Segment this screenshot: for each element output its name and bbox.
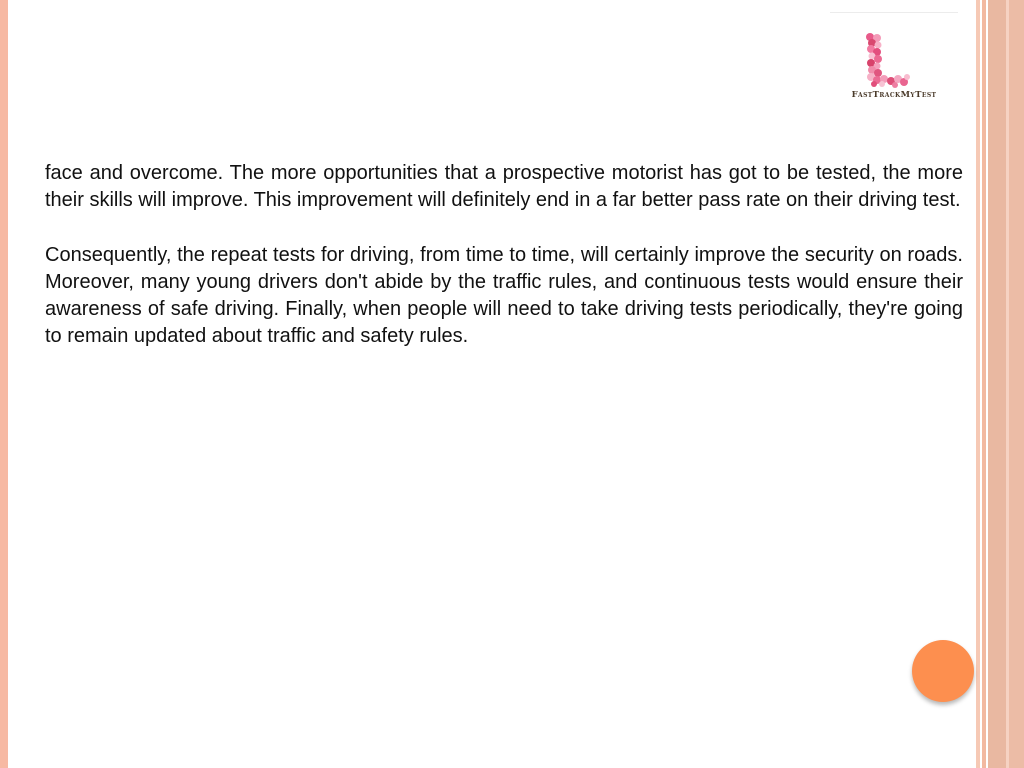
logo-text: FastTrackMyTest [851,90,937,100]
left-border-bar [0,0,8,768]
paragraph-1: face and overcome. The more opportunities that a prospective motorist has got to be tested, the more their skills will improve. This improvement will definitely end in a far better pass rate on their driving test. [45,162,963,212]
body-text [45,160,963,378]
right-decorative-stripes [976,0,1024,768]
floral-letter-l-icon [862,32,912,88]
logo-divider [830,12,958,13]
orange-decorative-circle [912,640,974,702]
paragraph-2: Consequently, the repeat tests for driving, from time to time, will certainly improve the security on roads. Moreover, many young drivers don't abide by the traffic rules, and continuous tests would ensure their awareness of safe driving. Finally, when people will need to take driving tests periodically, they're going to remain updated about traffic and safety rules. [45,243,963,348]
logo [830,12,958,112]
